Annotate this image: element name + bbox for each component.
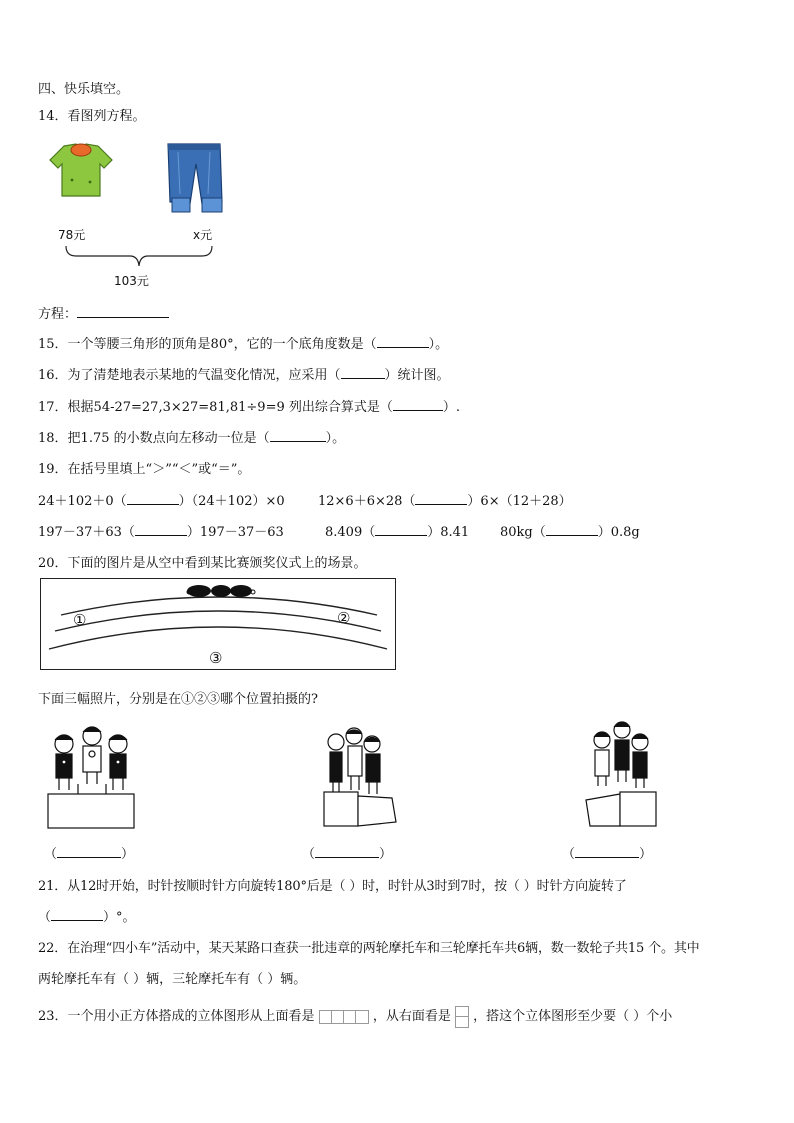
q16-post: ）统计图。 [384, 368, 450, 383]
q23-post: ，搭这个立体图形至少要（ ）个小 [473, 1009, 673, 1024]
top-view-icon [319, 1010, 369, 1024]
photo-2-open: （ [302, 847, 316, 862]
q20-question: 下面三幅照片，分别是在①②③哪个位置拍摄的? [38, 692, 318, 707]
q23-pre: 23．一个用小正方体搭成的立体图形从上面看是 [38, 1009, 315, 1024]
q19-r2b-right: ）8.41 [427, 525, 470, 540]
equation-label: 方程： [38, 307, 78, 322]
photo-1-close: ） [121, 847, 135, 862]
photo-2-blank[interactable] [315, 846, 379, 858]
photo-1-answer [44, 843, 134, 862]
pants-image [164, 142, 224, 214]
q19-r2a-blank[interactable] [135, 524, 187, 536]
q16-pre: 16．为了清楚地表示某地的气温变化情况，应采用（ [38, 368, 341, 383]
q23-line [38, 1005, 672, 1028]
q15-blank[interactable] [377, 336, 429, 348]
photo-1-open: （ [44, 847, 58, 862]
q19-text: 19．在括号里填上“＞”“＜”或“＝”。 [38, 462, 251, 477]
q17-line [38, 396, 460, 415]
q17-blank[interactable] [393, 399, 443, 411]
q19-r2c-right: ）0.8g [597, 525, 640, 540]
q15-line [38, 333, 448, 352]
q19-row2-b [325, 521, 469, 540]
q14-text: 14．看图列方程。 [38, 109, 146, 124]
q16-blank[interactable] [341, 367, 385, 379]
photo-3-close: ） [639, 847, 653, 862]
total-label: 103元 [114, 274, 149, 288]
pants-price-label: x元 [193, 228, 213, 242]
photo-3-blank[interactable] [575, 846, 639, 858]
q19-r2c-left: 80kg（ [500, 525, 546, 540]
q21-line1: 21．从12时开始，时针按顺时针方向旋转180°后是（ ）时，时针从3时到7时，按（ ）时针方向旋转了 [38, 879, 627, 894]
q22-line2: 两轮摩托车有（ ）辆，三轮摩托车有（ ）辆。 [38, 972, 307, 987]
equation-blank[interactable] [77, 306, 169, 318]
q19-row2-a [38, 521, 284, 540]
q19-r1b-blank[interactable] [415, 493, 467, 505]
q21-blank-3[interactable] [51, 909, 103, 921]
q19-r2c-blank[interactable] [546, 524, 598, 536]
q19-r1a-left: 24＋102＋0（ [38, 494, 127, 509]
q15-pre: 15．一个等腰三角形的顶角是80°，它的一个底角度数是（ [38, 337, 377, 352]
shirt-image [46, 142, 116, 198]
q15-post: ）。 [428, 337, 449, 352]
q17-pre: 17．根据54-27=27,3×27=81,81÷9=9 列出综合算式是（ [38, 400, 393, 415]
q18-line [38, 427, 345, 446]
q19-row2-c [500, 521, 640, 540]
photo-1-blank[interactable] [57, 846, 121, 858]
photo-2-answer [302, 843, 392, 862]
ceremony-overhead-diagram [40, 578, 396, 670]
q19-r1a-right: ）（24＋102）×0 [178, 494, 285, 509]
q19-r2b-left: 8.409（ [325, 525, 376, 540]
q19-r1b-left: 12×6＋6×28（ [318, 494, 416, 509]
q18-blank[interactable] [270, 430, 326, 442]
q19-r2b-blank[interactable] [375, 524, 427, 536]
q19-r1b-right: ）6×（12＋28） [467, 494, 572, 509]
q20-text: 20．下面的图片是从空中看到某比赛颁奖仪式上的场景。 [38, 556, 367, 571]
section-title: 四、快乐填空。 [38, 82, 130, 97]
q18-post: ）。 [325, 431, 346, 446]
photo-3-open: （ [562, 847, 576, 862]
right-view-icon [455, 1006, 469, 1028]
q19-row1-b [318, 490, 572, 509]
shirt-price-label: 78元 [58, 228, 86, 242]
position-2-label: ② [337, 609, 351, 627]
q21-line2 [38, 906, 136, 925]
q16-line [38, 364, 450, 383]
q22-line1: 22．在治理“四小车”活动中，某天某路口查获一批违章的两轮摩托车和三轮摩托车共6辆，数一数轮子共15 个。其中 [38, 941, 700, 956]
q19-r2a-right: ）197－37－63 [186, 525, 284, 540]
q19-r2a-left: 197－37＋63（ [38, 525, 135, 540]
photo-2-podium-image [322, 726, 400, 828]
photo-3-podium-image [582, 716, 662, 828]
q17-post: ）. [442, 400, 461, 415]
total-brace [64, 244, 214, 268]
position-1-label: ① [73, 611, 87, 629]
q21-line2-post: ）°。 [103, 910, 136, 925]
photo-3-answer [562, 843, 652, 862]
q19-r1a-blank[interactable] [127, 493, 179, 505]
position-3-label: ③ [209, 649, 223, 667]
q21-line2-pre: （ [38, 910, 52, 925]
photo-2-close: ） [379, 847, 393, 862]
q23-mid: ，从右面看是 [372, 1009, 451, 1024]
q19-row1-a [38, 490, 285, 509]
equation-line [38, 303, 169, 322]
photo-1-podium-image [46, 722, 140, 830]
q18-pre: 18．把1.75 的小数点向左移动一位是（ [38, 431, 270, 446]
